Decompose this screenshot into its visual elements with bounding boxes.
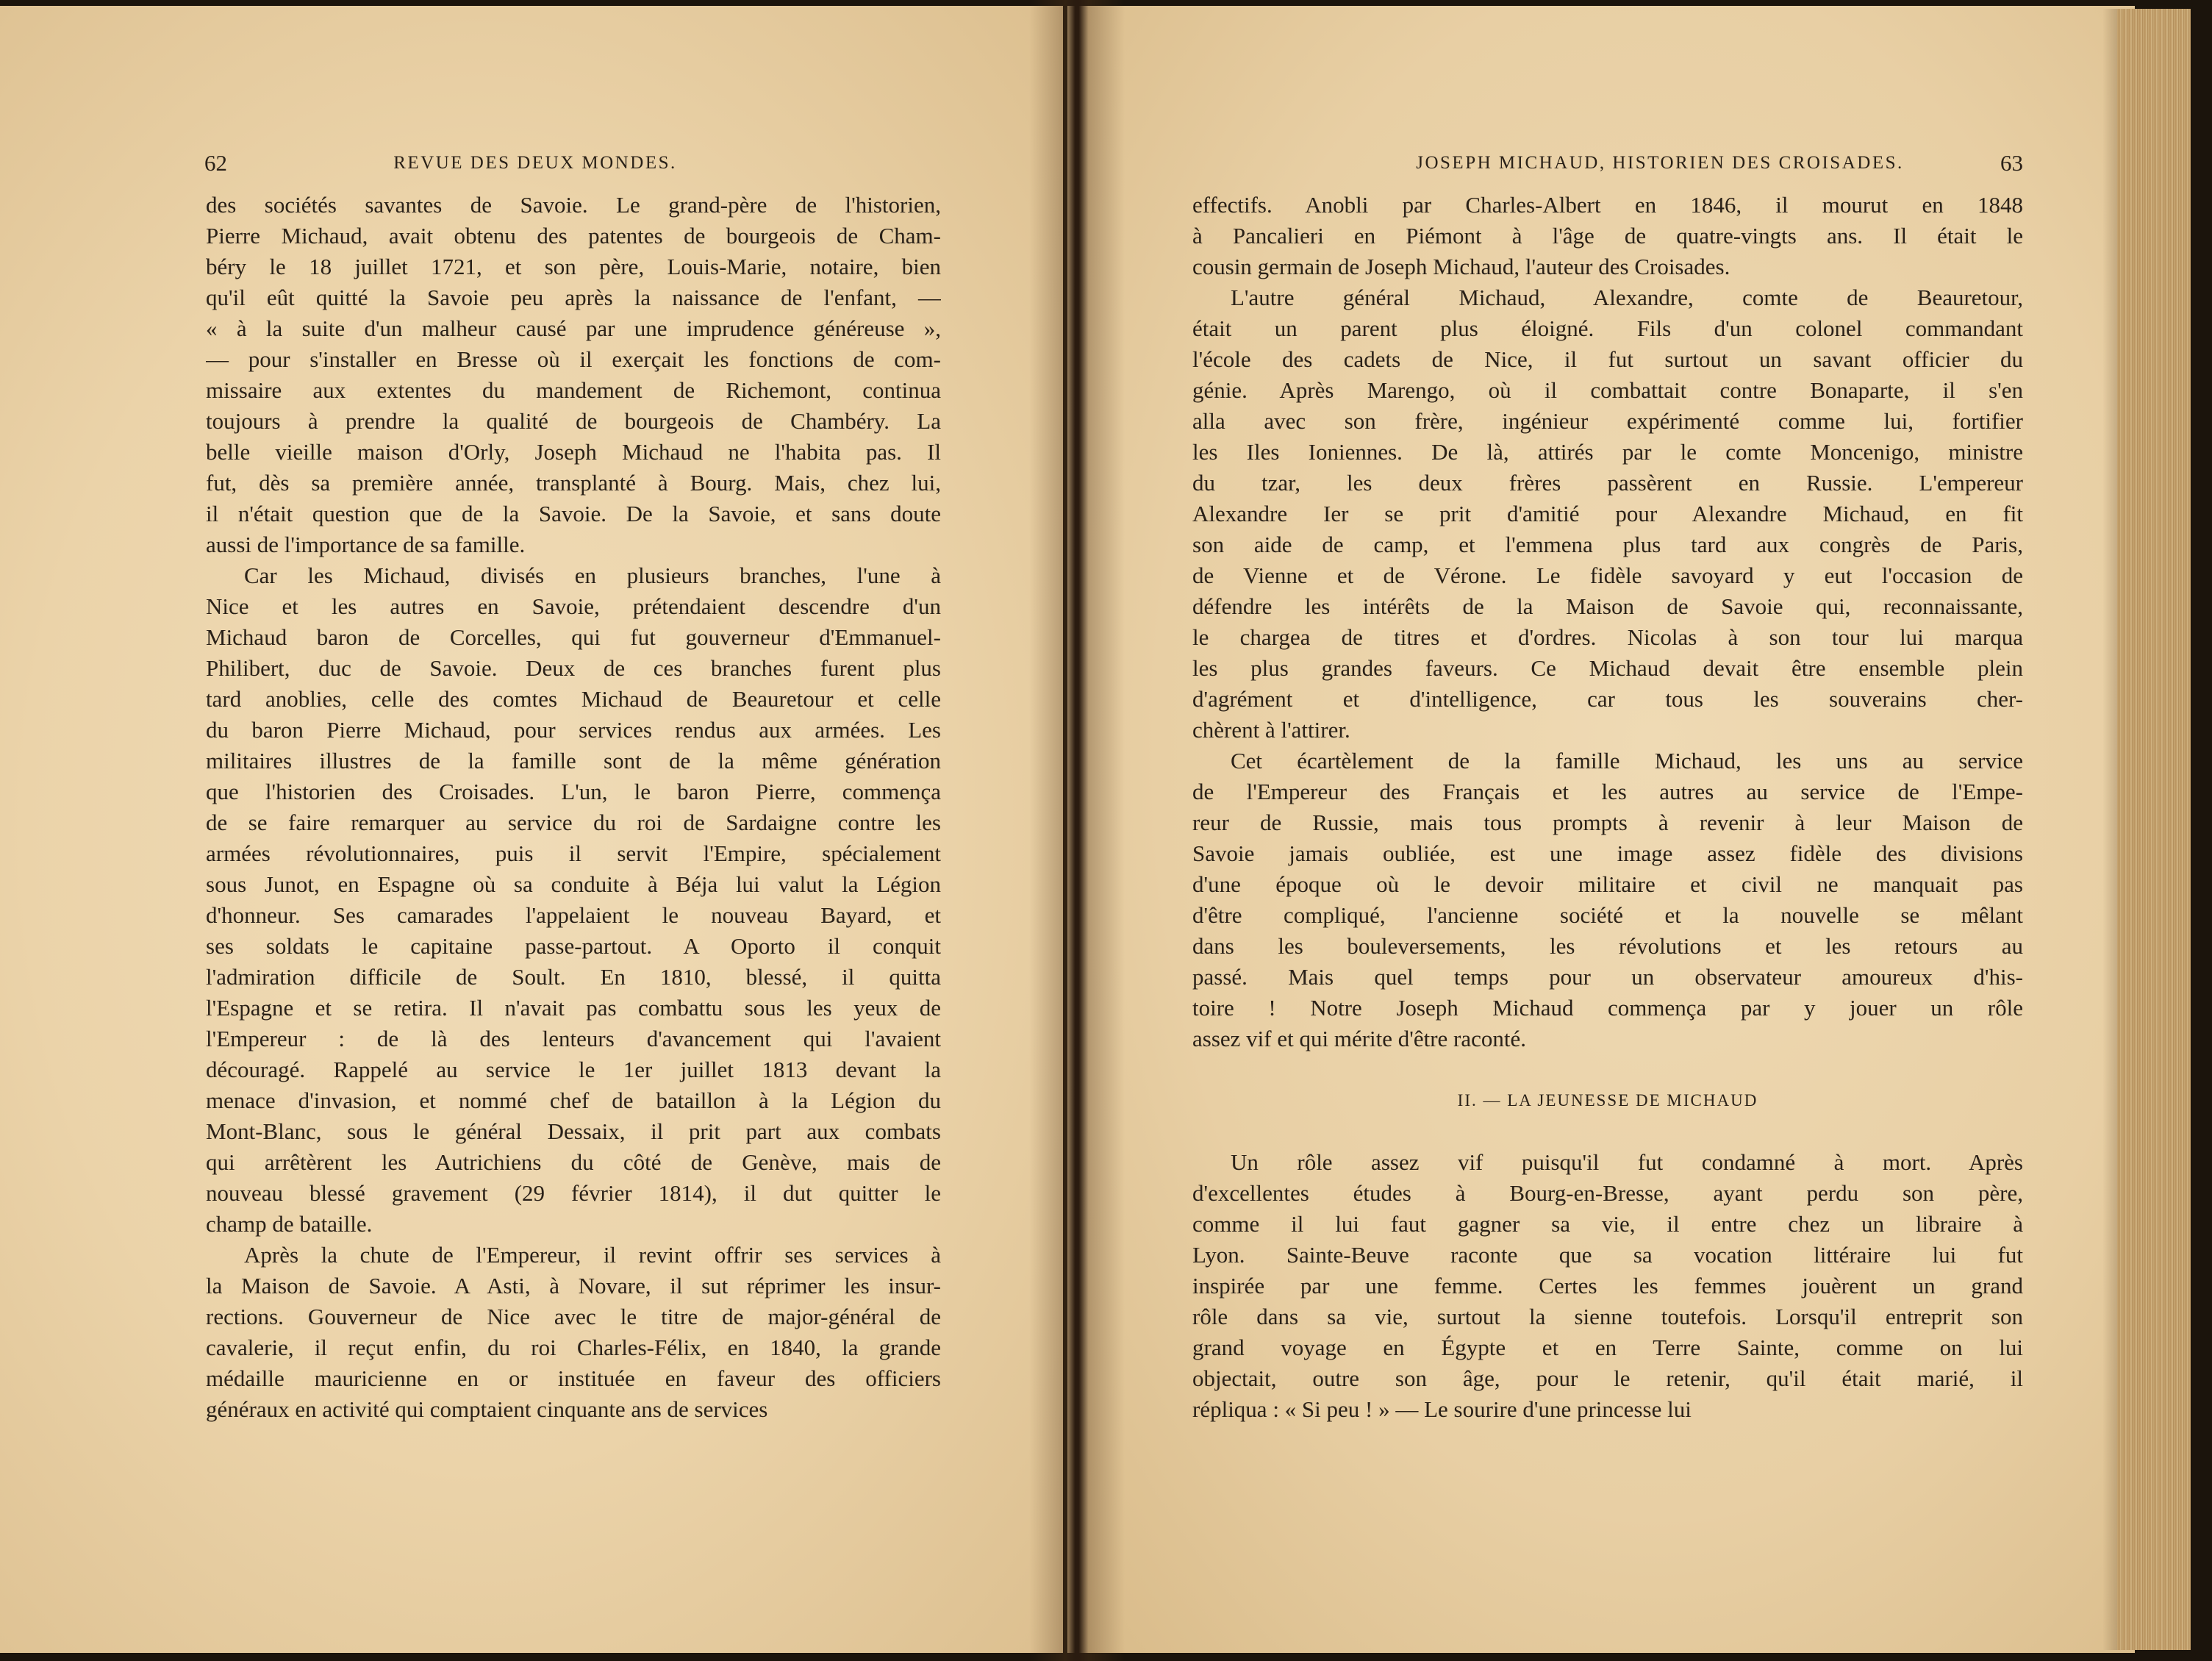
text-line: militaires illustres de la famille sont de la même génération: [206, 748, 941, 774]
text-line: Cet écartèlement de la famille Michaud, les uns au service: [1231, 748, 2023, 774]
text-line: défendre les intérêts de la Maison de Savoie qui, reconnaissante,: [1192, 593, 2023, 619]
text-line: de Vienne et de Vérone. Le fidèle savoyard y eut l'occasion de: [1192, 562, 2023, 588]
text-line: répliqua : « Si peu ! » — Le sourire d'une princesse lui: [1192, 1396, 1692, 1422]
running-head-right: JOSEPH MICHAUD, HISTORIEN DES CROISADES.: [1416, 153, 1904, 173]
text-line: Un rôle assez vif puisqu'il fut condamné à mort. Après: [1231, 1149, 2023, 1175]
text-line: rôle dans sa vie, surtout la sienne toutefois. Lorsqu'il entreprit son: [1192, 1304, 2023, 1329]
section-heading: II. — LA JEUNESSE DE MICHAUD: [1457, 1091, 1758, 1110]
text-line: des sociétés savantes de Savoie. Le grand-père de l'historien,: [206, 192, 941, 218]
text-line: l'Empereur : de là des lenteurs d'avancement qui l'avaient: [206, 1026, 941, 1051]
text-line: d'honneur. Ses camarades l'appelaient le nouveau Bayard, et: [206, 902, 941, 928]
text-line: le chargea de titres et d'ordres. Nicolas à son tour lui marqua: [1192, 624, 2023, 650]
text-line: tard anoblies, celle des comtes Michaud de Beauretour et celle: [206, 686, 941, 712]
text-line: Savoie jamais oubliée, est une image assez fidèle des divisions: [1192, 840, 2023, 866]
right-page-text: [1192, 190, 2023, 1425]
text-line: la Maison de Savoie. A Asti, à Novare, il sut réprimer les insur-: [206, 1273, 941, 1299]
text-line: d'être compliqué, l'ancienne société et la nouvelle se mêlant: [1192, 902, 2023, 928]
text-line: généraux en activité qui comptaient cinquante ans de services: [206, 1396, 768, 1422]
text-line: l'Espagne et se retira. Il n'avait pas combattu sous les yeux de: [206, 995, 941, 1021]
text-line: fut, dès sa première année, transplanté à Bourg. Mais, chez lui,: [206, 470, 941, 496]
text-line: il n'était question que de la Savoie. De la Savoie, et sans doute: [206, 501, 941, 526]
text-line: assez vif et qui mérite d'être raconté.: [1192, 1026, 1527, 1051]
text-line: qu'il eût quitté la Savoie peu après la naissance de l'enfant, —: [206, 285, 941, 310]
text-line: médaille mauricienne en or instituée en faveur des officiers: [206, 1365, 941, 1391]
page-number-right: 63: [2000, 150, 2023, 176]
text-line: découragé. Rappelé au service le 1er juillet 1813 devant la: [206, 1057, 941, 1082]
text-line: comme il lui faut gagner sa vie, il entre chez un libraire à: [1192, 1211, 2023, 1237]
text-line: Pierre Michaud, avait obtenu des patentes de bourgeois de Cham-: [206, 223, 941, 249]
text-line: champ de bataille.: [206, 1211, 373, 1237]
page-edges: [2117, 9, 2191, 1650]
text-line: « à la suite d'un malheur causé par une imprudence généreuse »,: [206, 315, 941, 341]
text-line: passé. Mais quel temps pour un observateur amoureux d'his-: [1192, 964, 2023, 990]
right-page: [1067, 6, 2135, 1653]
text-line: béry le 18 juillet 1721, et son père, Louis-Marie, notaire, bien: [206, 254, 941, 279]
text-line: Michaud baron de Corcelles, qui fut gouverneur d'Emmanuel-: [206, 624, 941, 650]
text-line: objectait, outre son âge, pour le retenir, qu'il était marié, il: [1192, 1365, 2023, 1391]
text-line: de se faire remarquer au service du roi de Sardaigne contre les: [206, 810, 941, 835]
text-line: Nice et les autres en Savoie, prétendaient descendre d'un: [206, 593, 941, 619]
text-line: menace d'invasion, et nommé chef de bataillon à la Légion du: [206, 1087, 941, 1113]
text-line: missaire aux extentes du mandement de Richemont, continua: [206, 377, 941, 403]
text-line: l'école des cadets de Nice, il fut surtout un savant officier du: [1192, 346, 2023, 372]
text-line: d'agrément et d'intelligence, car tous les souverains cher-: [1192, 686, 2023, 712]
section-spacer: [1192, 1116, 2023, 1147]
text-line: génie. Après Marengo, où il combattait contre Bonaparte, il s'en: [1192, 377, 2023, 403]
text-line: Alexandre Ier se prit d'amitié pour Alexandre Michaud, en fit: [1192, 501, 2023, 526]
text-line: son aide de camp, et l'emmena plus tard aux congrès de Paris,: [1192, 532, 2023, 557]
text-line: était un parent plus éloigné. Fils d'un colonel commandant: [1192, 315, 2023, 341]
text-line: Mont-Blanc, sous le général Dessaix, il prit part aux combats: [206, 1118, 941, 1144]
text-line: — pour s'installer en Bresse où il exerçait les fonctions de com-: [206, 346, 941, 372]
text-line: toujours à prendre la qualité de bourgeois de Chambéry. La: [206, 408, 941, 434]
text-line: belle vieille maison d'Orly, Joseph Michaud ne l'habita pas. Il: [206, 439, 941, 465]
book-gutter: [1029, 0, 1125, 1661]
text-line: aussi de l'importance de sa famille.: [206, 532, 526, 557]
text-line: reur de Russie, mais tous prompts à revenir à leur Maison de: [1192, 810, 2023, 835]
text-line: inspirée par une femme. Certes les femmes jouèrent un grand: [1192, 1273, 2023, 1299]
page-number-left: 62: [204, 150, 227, 176]
text-line: qui arrêtèrent les Autrichiens du côté de Genève, mais de: [206, 1149, 941, 1175]
text-line: rections. Gouverneur de Nice avec le titre de major-général de: [206, 1304, 941, 1329]
text-line: nouveau blessé gravement (29 février 1814), il dut quitter le: [206, 1180, 941, 1206]
text-line: du baron Pierre Michaud, pour services rendus aux armées. Les: [206, 717, 941, 743]
text-line: dans les bouleversements, les révolutions et les retours au: [1192, 933, 2023, 959]
text-line: Après la chute de l'Empereur, il revint offrir ses services à: [244, 1242, 941, 1268]
text-line: chèrent à l'attirer.: [1192, 717, 1350, 743]
text-line: toire ! Notre Joseph Michaud commença par y jouer un rôle: [1192, 995, 2023, 1021]
text-line: alla avec son frère, ingénieur expérimenté comme lui, fortifier: [1192, 408, 2023, 434]
section-spacer: [1192, 1054, 2023, 1085]
text-line: l'admiration difficile de Soult. En 1810, blessé, il quitta: [206, 964, 941, 990]
text-line: que l'historien des Croisades. L'un, le baron Pierre, commença: [206, 779, 941, 804]
text-line: grand voyage en Égypte et en Terre Sainte, comme on lui: [1192, 1335, 2023, 1360]
text-line: à Pancalieri en Piémont à l'âge de quatre-vingts ans. Il était le: [1192, 223, 2023, 249]
left-page: [0, 6, 1063, 1653]
text-line: armées révolutionnaires, puis il servit l'Empire, spécialement: [206, 840, 941, 866]
left-page-text: [206, 190, 941, 1425]
text-line: cousin germain de Joseph Michaud, l'auteur des Croisades.: [1192, 254, 1730, 279]
running-head-left: REVUE DES DEUX MONDES.: [393, 153, 677, 173]
text-line: Philibert, duc de Savoie. Deux de ces branches furent plus: [206, 655, 941, 681]
text-line: ses soldats le capitaine passe-partout. A Oporto il conquit: [206, 933, 941, 959]
text-line: d'une époque où le devoir militaire et civil ne manquait pas: [1192, 871, 2023, 897]
text-line: les Iles Ioniennes. De là, attirés par le comte Moncenigo, ministre: [1192, 439, 2023, 465]
text-line: de l'Empereur des Français et les autres au service de l'Empe-: [1192, 779, 2023, 804]
text-line: L'autre général Michaud, Alexandre, comte de Beauretour,: [1231, 285, 2023, 310]
text-line: sous Junot, en Espagne où sa conduite à Béja lui valut la Légion: [206, 871, 941, 897]
text-line: Lyon. Sainte-Beuve raconte que sa vocation littéraire lui fut: [1192, 1242, 2023, 1268]
text-line: effectifs. Anobli par Charles-Albert en 1846, il mourut en 1848: [1192, 192, 2023, 218]
text-line: d'excellentes études à Bourg-en-Bresse, ayant perdu son père,: [1192, 1180, 2023, 1206]
text-line: Car les Michaud, divisés en plusieurs branches, l'une à: [244, 562, 941, 588]
text-line: cavalerie, il reçut enfin, du roi Charles-Félix, en 1840, la grande: [206, 1335, 941, 1360]
text-line: du tzar, les deux frères passèrent en Russie. L'empereur: [1192, 470, 2023, 496]
text-line: les plus grandes faveurs. Ce Michaud devait être ensemble plein: [1192, 655, 2023, 681]
